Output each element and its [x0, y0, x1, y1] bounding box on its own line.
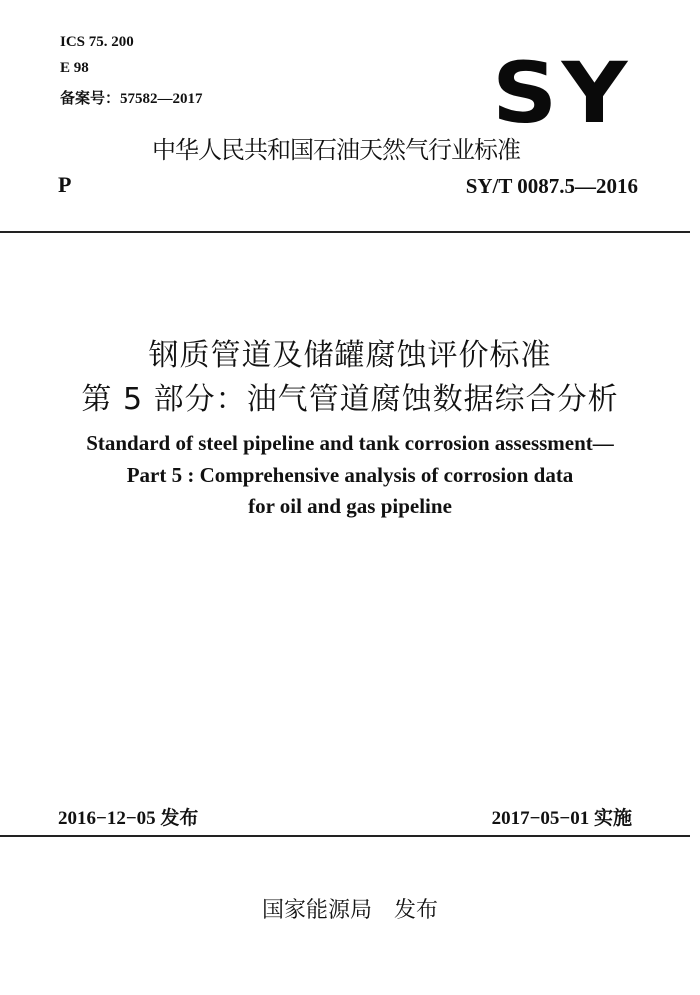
header-divider: [0, 231, 690, 233]
title-en-line-2: Part 5 : Comprehensive analysis of corrosion data: [126, 463, 574, 487]
publisher: 国家能源局 发布: [261, 898, 438, 923]
ics-code: ICS 75. 200: [60, 34, 134, 50]
title-cn-line-2: 第 5 部分：油气管道腐蚀数据综合分析: [81, 382, 619, 417]
sy-logo: SY: [492, 44, 632, 142]
title-en-line-1: Standard of steel pipeline and tank corrosion assessment—: [86, 431, 614, 455]
ccs-code: E 98: [60, 60, 89, 76]
record-number: 备案号：57582—2017: [60, 91, 203, 107]
industry-standard-title: 中华人民共和国石油天然气行业标准: [152, 136, 520, 164]
effective-date: 2017−05−01 实施: [491, 808, 632, 829]
standard-number: SY/T 0087.5—2016: [465, 174, 638, 198]
title-en-line-3: for oil and gas pipeline: [248, 494, 452, 518]
category-letter: P: [58, 172, 72, 197]
title-cn-line-1: 钢质管道及储罐腐蚀评价标准: [148, 338, 552, 373]
footer-divider: [0, 835, 690, 837]
issue-date: 2016−12−05 发布: [58, 808, 199, 829]
